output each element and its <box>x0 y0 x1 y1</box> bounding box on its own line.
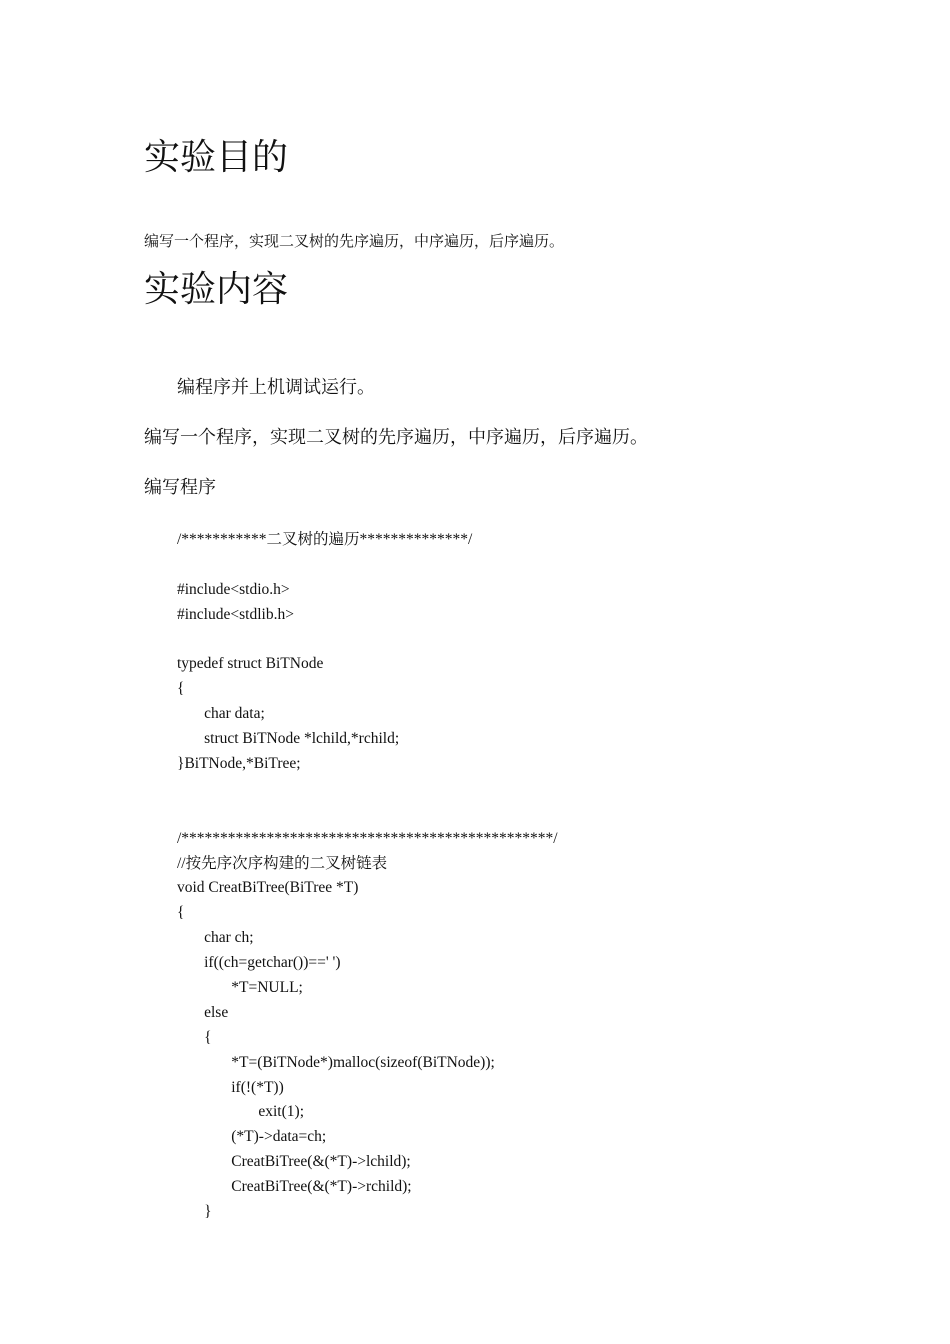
code-line: struct BiTNode *lchild,*rchild; <box>177 730 400 748</box>
code-line: if((ch=getchar())==' ') <box>177 954 341 972</box>
code-line: }BiTNode,*BiTree; <box>177 755 301 773</box>
code-line <box>177 802 558 827</box>
heading-experiment-purpose: 实验目的 <box>144 137 289 178</box>
task-description-paragraph: 编写一个程序，实现二叉树的先序遍历，中序遍历，后序遍历。 <box>144 427 648 448</box>
code-line: /***********二叉树的遍历**************/ <box>177 531 473 548</box>
code-line: /************************************************/ <box>177 829 558 847</box>
run-instruction-paragraph: 编程序并上机调试运行。 <box>177 377 375 398</box>
code-line: void CreatBiTree(BiTree *T) <box>177 879 359 897</box>
code-line: //按先序次序构建的二叉树链表 <box>177 854 388 872</box>
code-line: CreatBiTree(&(*T)->lchild); <box>177 1153 411 1171</box>
code-line: } <box>177 1203 212 1221</box>
code-line: *T=NULL; <box>177 979 303 997</box>
code-line: CreatBiTree(&(*T)->rchild); <box>177 1178 412 1196</box>
code-line <box>177 777 558 802</box>
code-line: exit(1); <box>177 1103 304 1121</box>
code-line: { <box>177 680 185 698</box>
code-line: else <box>177 1003 229 1021</box>
code-line: { <box>177 904 185 922</box>
code-line: if(!(*T)) <box>177 1078 284 1096</box>
code-line: (*T)->data=ch; <box>177 1128 327 1146</box>
code-line: char ch; <box>177 929 254 947</box>
write-program-label: 编写程序 <box>144 477 216 498</box>
code-line: typedef struct BiTNode <box>177 655 324 673</box>
code-listing <box>177 528 558 1225</box>
code-line <box>177 628 558 653</box>
code-line: char data; <box>177 705 265 723</box>
code-line: #include<stdlib.h> <box>177 605 294 623</box>
purpose-paragraph: 编写一个程序，实现二叉树的先序遍历，中序遍历，后序遍历。 <box>144 232 565 250</box>
heading-experiment-content: 实验内容 <box>144 269 289 310</box>
code-line: { <box>177 1028 212 1046</box>
code-line: *T=(BiTNode*)malloc(sizeof(BiTNode)); <box>177 1053 495 1071</box>
code-line <box>177 553 558 578</box>
code-line: #include<stdio.h> <box>177 580 290 598</box>
